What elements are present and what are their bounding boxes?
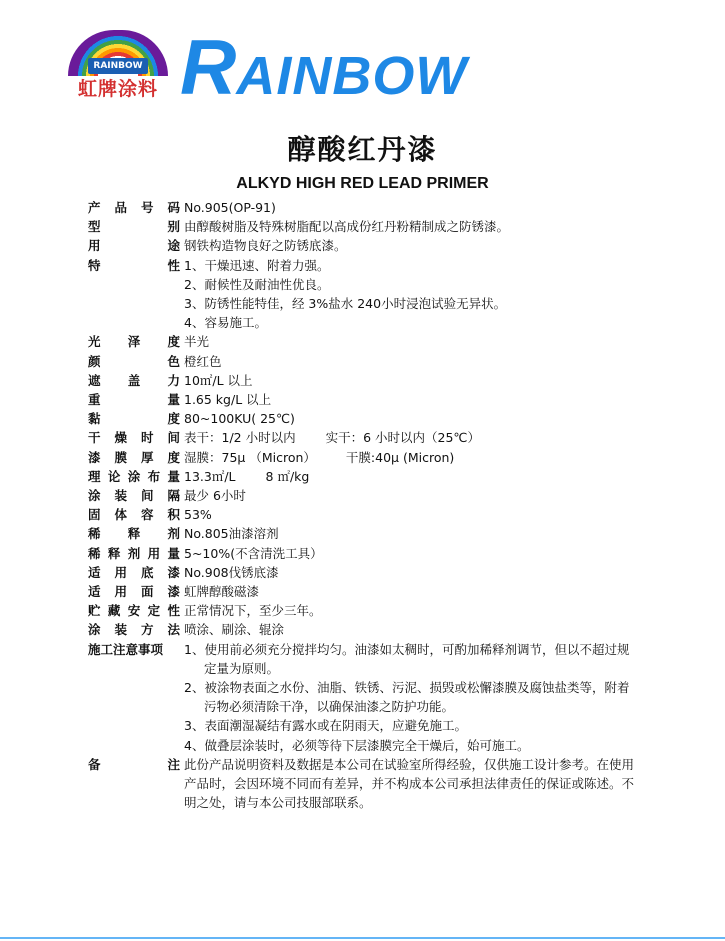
precaution-line: 1、使用前必须充分搅拌均匀。油漆如太稠时，可酌加稀释剂调节，但以不超过规 [184, 641, 630, 657]
spec-row [88, 390, 648, 409]
spec-label: 理 论 涂 布 量 [88, 468, 180, 484]
spec-value-line: No.908伐锈底漆 [184, 564, 279, 580]
spec-value-line: 虹牌醇酸磁漆 [184, 584, 260, 600]
spec-row [88, 755, 648, 813]
spec-label: 涂 装 间 隔 [88, 488, 180, 504]
spec-label: 特 性 [88, 257, 180, 273]
spec-label: 贮 藏 安 定 性 [88, 603, 180, 619]
spec-label: 重 量 [88, 392, 180, 408]
spec-row [88, 428, 648, 447]
emblem-plate: RAINBOW [88, 58, 148, 74]
spec-label: 型 别 [88, 219, 180, 235]
spec-value-line: 钢铁构造物良好之防锈底漆。 [184, 238, 347, 254]
spec-value [180, 486, 648, 505]
spec-label: 漆 膜 厚 度 [88, 449, 180, 465]
spec-label: 固 体 容 积 [88, 507, 180, 523]
spec-row [88, 620, 648, 639]
spec-value-a: 13.3㎡/L [184, 468, 236, 484]
product-title-chinese: 醇酸红丹漆 [287, 133, 438, 166]
spec-label: 稀 释 剂 用 量 [88, 545, 180, 561]
spec-row [88, 236, 648, 255]
spec-row [88, 256, 648, 333]
spec-row [88, 601, 648, 620]
spec-label: 涂 装 方 法 [88, 622, 180, 638]
spec-value-a: 湿膜：75μ （Micron） [184, 449, 316, 465]
spec-value-line: 53% [184, 507, 212, 523]
spec-row [88, 352, 648, 371]
spec-value [180, 371, 648, 390]
spec-value [180, 236, 648, 255]
spec-row [88, 544, 648, 563]
product-title-english: ALKYD HIGH RED LEAD PRIMER [236, 175, 489, 192]
precaution-line: 污物必须清除干净，以确保油漆之防护功能。 [204, 699, 455, 715]
precaution-line: 定量为原则。 [204, 660, 280, 676]
spec-value-line: 最少 6小时 [184, 488, 246, 504]
spec-value-line: 4、容易施工。 [184, 315, 267, 331]
footer-divider [0, 937, 725, 939]
spec-value-line: 1、干燥迅速、附着力强。 [184, 257, 330, 273]
spec-row [88, 524, 648, 543]
spec-value [180, 524, 648, 543]
spec-value-line: No.805油漆溶剂 [184, 526, 279, 542]
spec-value-b: 8 ㎡/kg [265, 468, 310, 484]
spec-value [180, 563, 648, 582]
spec-value-line: 喷涂、刷涂、辊涂 [184, 622, 285, 638]
brand-initial: R [180, 23, 237, 111]
spec-value-line: 1.65 kg/L 以上 [184, 392, 272, 408]
spec-value-line: No.905(OP-91) [184, 200, 276, 215]
spec-label: 黏 度 [88, 411, 180, 427]
spec-label: 稀 释 剂 [88, 526, 180, 542]
spec-value-line: 明之处，请与本公司技服部联系。 [184, 795, 372, 811]
spec-value [180, 505, 648, 524]
precaution-line: 2、被涂物表面之水份、油脂、铁锈、污泥、损毁或松懈漆膜及腐蚀盐类等，附着 [184, 680, 630, 696]
spec-row [88, 217, 648, 236]
spec-value-line: 此份产品说明资料及数据是本公司在试验室所得经验，仅供施工设计参考。在使用 [184, 756, 635, 772]
spec-row [88, 486, 648, 505]
spec-label: 光 泽 度 [88, 334, 180, 350]
spec-label: 施工注意事项 [88, 641, 164, 657]
spec-value-line: 产品时，会因环境不同而有差异，并不构成本公司承担法律责任的保证或陈述。不 [184, 776, 635, 792]
spec-label: 颜 色 [88, 353, 180, 369]
spec-value-line: 3、防锈性能特佳，经 3%盐水 240小时浸泡试验无异状。 [184, 296, 507, 312]
brand-wordmark [180, 23, 468, 111]
spec-row [88, 371, 648, 390]
spec-label: 备 注 [88, 756, 180, 772]
spec-value-line: 由醇酸树脂及特殊树脂配以高成份红丹粉精制成之防锈漆。 [184, 219, 510, 235]
spec-value [180, 640, 648, 755]
spec-value-line: 10㎡/L 以上 [184, 372, 253, 388]
spec-value [180, 217, 648, 236]
spec-value [180, 198, 648, 217]
spec-table [88, 198, 648, 813]
spec-label: 用 途 [88, 238, 180, 254]
spec-value-b: 实干：6 小时以内（25℃） [325, 430, 480, 446]
brand-chinese-name: 虹牌涂料 [77, 78, 158, 100]
spec-row [88, 332, 648, 351]
spec-value [180, 352, 648, 371]
spec-label: 适 用 底 漆 [88, 564, 180, 580]
spec-value [180, 409, 648, 428]
spec-value [180, 544, 648, 563]
spec-value-b: 干膜:40μ (Micron) [345, 449, 455, 465]
precaution-line: 3、表面潮湿凝结有露水或在阴雨天，应避免施工。 [184, 718, 467, 734]
spec-value [180, 582, 648, 601]
spec-value-line: 正常情况下，至少三年。 [184, 603, 322, 619]
spec-row [88, 563, 648, 582]
spec-value-line: 2、耐候性及耐油性优良。 [184, 276, 330, 292]
spec-label: 产 品 号 码 [88, 200, 180, 215]
logo-emblem [68, 30, 168, 100]
spec-label: 干 燥 时 间 [88, 430, 180, 446]
spec-value-line: 5~10%(不含清洗工具） [184, 545, 323, 561]
spec-value [180, 601, 648, 620]
spec-row [88, 448, 648, 467]
spec-value [180, 428, 648, 447]
brand-rest: AINBOW [236, 46, 468, 106]
spec-value [180, 390, 648, 409]
spec-value [180, 620, 648, 639]
spec-value [180, 448, 648, 467]
spec-value [180, 755, 648, 813]
spec-value-line: 80~100KU( 25℃) [184, 411, 295, 427]
spec-row [88, 505, 648, 524]
spec-row [88, 640, 648, 755]
spec-label: 适 用 面 漆 [88, 584, 180, 600]
spec-label: 遮 盖 力 [88, 372, 180, 388]
spec-row [88, 409, 648, 428]
spec-value [180, 467, 648, 486]
spec-row [88, 582, 648, 601]
spec-row [88, 198, 648, 217]
spec-value-a: 表干：1/2 小时以内 [184, 430, 296, 446]
spec-value-line: 半光 [184, 334, 210, 350]
spec-value [180, 256, 648, 333]
spec-value [180, 332, 648, 351]
precaution-line: 4、做叠层涂装时，必须等待下层漆膜完全干燥后，始可施工。 [184, 737, 530, 753]
spec-row [88, 467, 648, 486]
spec-value-line: 橙红色 [184, 353, 222, 369]
